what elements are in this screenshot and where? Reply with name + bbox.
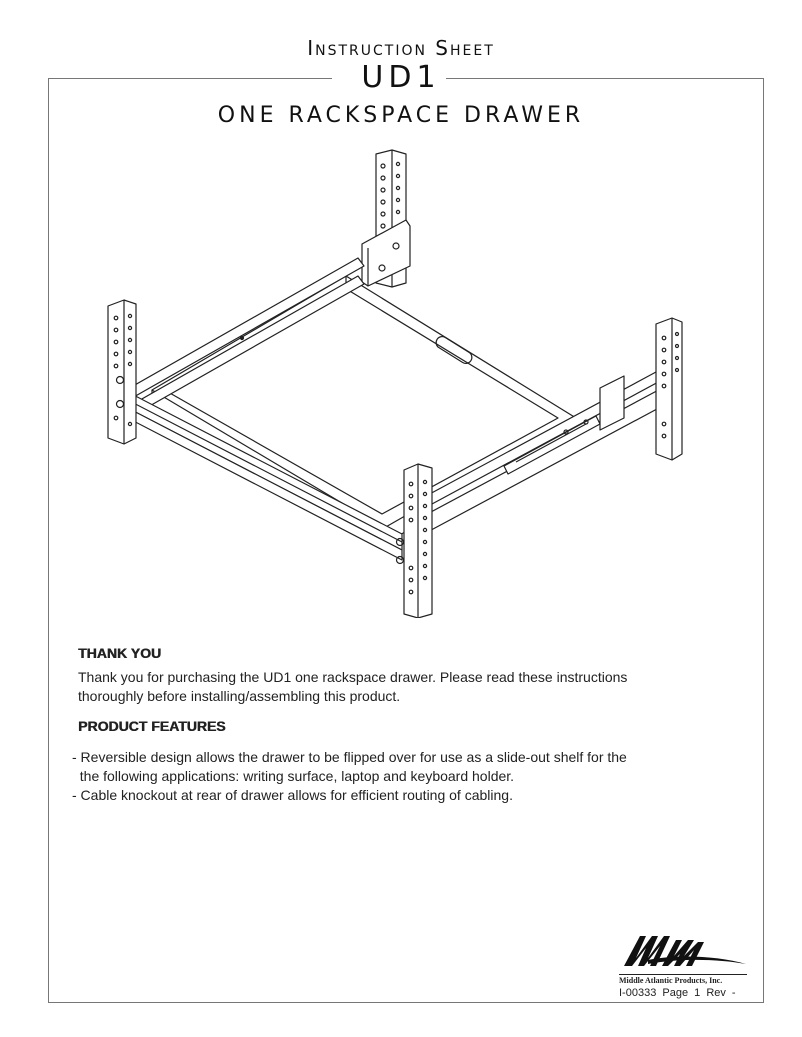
- footer-doc-info: [619, 987, 736, 999]
- company-name: Middle Atlantic Products, Inc.: [619, 974, 747, 985]
- page-number: Page 1: [662, 987, 701, 999]
- model-number: UD1: [361, 60, 441, 95]
- thank-you-heading: THANK YOU: [78, 645, 161, 661]
- sheet-title: Instruction Sheet: [307, 36, 495, 60]
- feature-item-1-line2: the following applications: writing surface, laptop and keyboard holder.: [72, 768, 515, 784]
- doc-number: I-00333: [619, 987, 657, 999]
- drawer-assembly-illustration: [96, 148, 696, 618]
- feature-item-2: - Cable knockout at rear of drawer allows for efficient routing of cabling.: [72, 787, 513, 803]
- revision: Rev -: [706, 987, 736, 999]
- rack-rail-back-right: [656, 318, 682, 460]
- feature-item-1-line1: - Reversible design allows the drawer to be flipped over for use as a slide-out shelf for the: [72, 749, 627, 765]
- thank-you-text-line2: thoroughly before installing/assembling this product.: [78, 688, 401, 704]
- product-subtitle: ONE RACKSPACE DRAWER: [217, 103, 585, 128]
- drawer-tray: [152, 276, 576, 544]
- product-features-heading: PRODUCT FEATURES: [78, 718, 226, 734]
- rack-rail-front-left: [108, 300, 136, 444]
- thank-you-text-line1: Thank you for purchasing the UD1 one rackspace drawer. Please read these instructions: [78, 669, 628, 685]
- features-list: [72, 748, 752, 805]
